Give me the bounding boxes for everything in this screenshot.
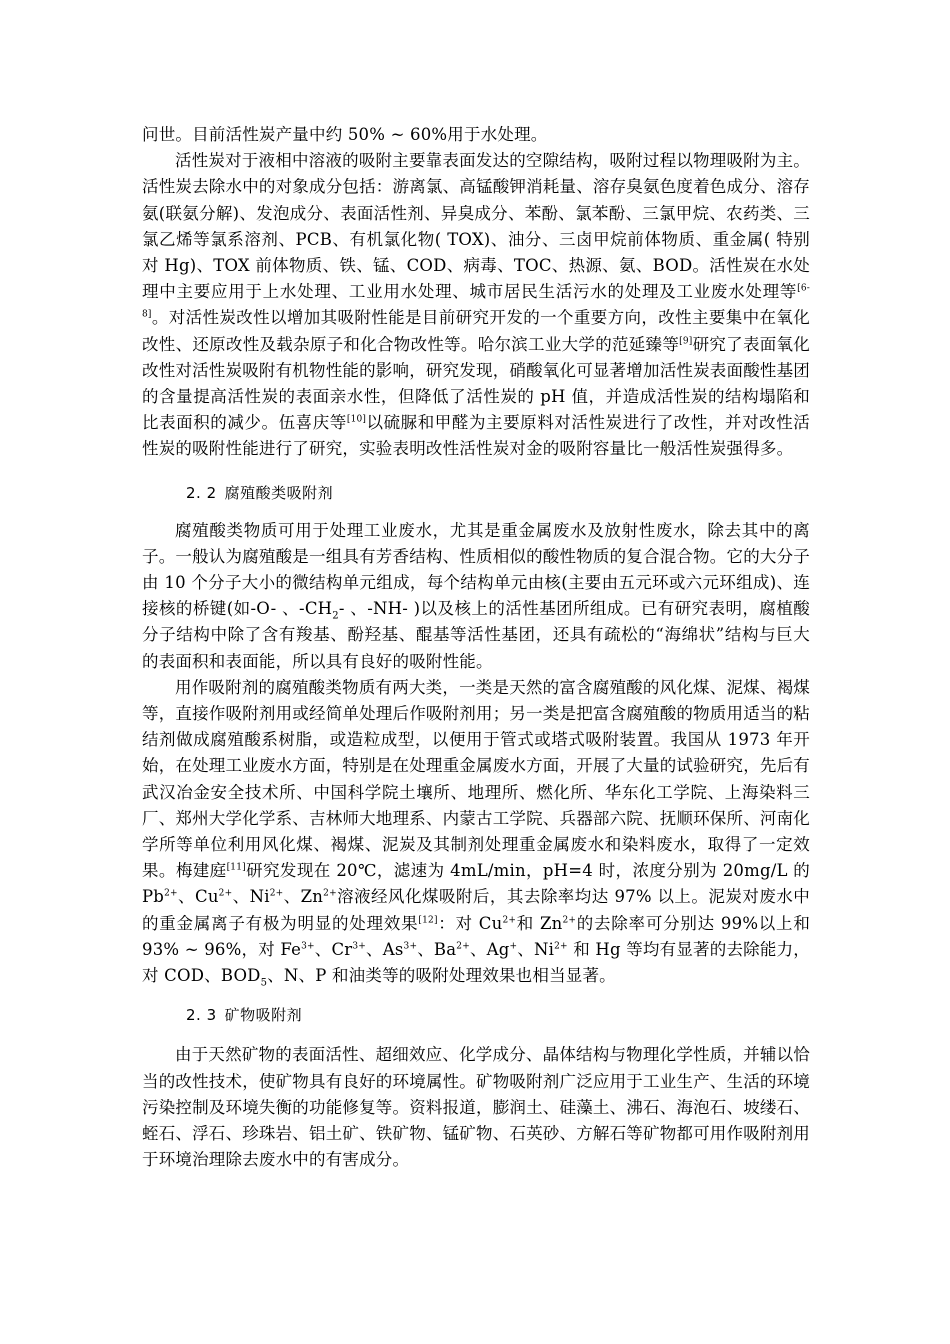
section-number: 2. 3	[186, 1006, 217, 1025]
ion-charge: 2+	[554, 941, 568, 952]
ion-charge: 2+	[218, 888, 233, 899]
subscript: 2	[332, 610, 339, 622]
citation-ref: [9]	[679, 336, 693, 347]
ion-charge: 3+	[301, 941, 315, 952]
paragraph-text: 研究发现在 20℃，滤速为 4mL/min，pH=4 时，浓度分别为 20mg/L 的 Pb	[142, 861, 811, 907]
citation-ref: [11]	[226, 862, 246, 873]
ion-charge: 2+	[269, 888, 284, 899]
paragraph-text: 研究了表面氧化改性对活性炭吸附有机物性能的影响，研究发现，硝酸氧化可显著增加活性炭表面酸性基团的含量提高活性炭的表面亲水性，但降低了活性炭的 pH 值，并造成活性炭的结构塌陷和比表面积的减少。伍喜庆等	[142, 334, 810, 433]
subscript: 5	[260, 977, 268, 989]
citation-ref: [10]	[346, 414, 367, 425]
paragraph-text: 、Ni	[517, 939, 555, 959]
section-title: 矿物吸附剂	[224, 1006, 303, 1025]
paragraph-humic-acid-uses	[142, 675, 810, 989]
paragraph-text: 和 Zn	[516, 913, 563, 933]
paragraph-text: 、Ba	[417, 939, 457, 959]
section-number: 2. 2	[186, 483, 217, 502]
paragraph-text: 、Ni	[232, 887, 270, 907]
paragraph-text: 由于天然矿物的表面活性、超细效应、化学成分、晶体结构与物理化学性质，并辅以恰当的改性技术，使矿物具有良好的环境属性。矿物吸附剂广泛应用于工业生产、生活的环境污染控制及环境失衡的功能修复等。资料报道，膨润土、硅藻土、沸石、海泡石、坡缕石、蛭石、浮石、珍珠岩、铝土矿、铁矿物、锰矿物、石英砂、方解石等矿物都可用作吸附剂用于环境治理除去废水中的有害成分。	[142, 1045, 810, 1170]
ion-charge: 2+	[164, 888, 178, 899]
paragraph-text: 、As	[366, 939, 404, 959]
paragraph-text: ：对 Cu	[437, 913, 503, 933]
section-heading-humic-acid	[142, 480, 810, 506]
paragraph-text: 腐殖酸类物质可用于处理工业废水，尤其是重金属废水及放射性废水，除去其中的离子。一般认为腐殖酸是一组具有芳香结构、性质相似的酸性物质的复合混合物。它的大分子由 10 个分子大小的微结构单元组成，每个结构单元由核(主要由五元环或六元环组成)、连接核的桥键(如-O- 、-CH	[142, 520, 810, 619]
paragraph-text: 、N、P 和油类等的吸附处理效果也相当显著。	[267, 966, 616, 986]
ion-charge: +	[509, 941, 518, 952]
citation-ref: [12]	[418, 915, 438, 926]
paragraph-text: 问世。目前活性炭产量中约 50% ~ 60%用于水处理。	[142, 125, 548, 144]
paragraph-text: 用作吸附剂的腐殖酸类物质有两大类，一类是天然的富含腐殖酸的风化煤、泥煤、褐煤等，直接作吸附剂用或经简单处理后作吸附剂用；另一类是把富含腐殖酸的物质用适当的粘结剂做成腐殖酸系树脂，或造粒成型，以便用于管式或塔式吸附装置。我国从 1973 年开始，在处理工业废水方面，特别是在处理重金属废水方面，开展了大量的试验研究，先后有武汉冶金安全技术所、中国科学院土壤所、地理所、燃化所、华东化工学院、上海染料三厂、郑州大学化学系、吉林师大地理系、内蒙古工学院、兵器部六院、抚顺环保所、河南化学所等单位利用风化煤、褐煤、泥炭及其制剂处理重金属废水和染料废水，取得了一定效果。梅建庭	[142, 677, 810, 881]
citation-ref: [6-8]	[142, 283, 810, 320]
paragraph-text: - 、-NH- )以及核上的活性基团所组成。已有研究表明，腐植酸分子结构中除了含有羧基、酚羟基、醌基等活性基团，还具有疏松的“海绵状”结构与巨大的表面积和表面能，所以具有良好的吸附性能。	[142, 599, 810, 671]
paragraph-text: 、Zn	[283, 887, 324, 907]
paragraph-activated-carbon	[142, 148, 810, 462]
paragraph-humic-acid-intro	[142, 518, 810, 675]
ion-charge: 3+	[352, 941, 367, 952]
paragraph-text: 、Cr	[314, 939, 353, 959]
ion-charge: 2+	[323, 888, 337, 899]
paragraph-text: 、Ag	[469, 939, 510, 959]
paragraph-mineral-adsorbent	[142, 1042, 810, 1173]
section-title: 腐殖酸类吸附剂	[224, 483, 334, 502]
paragraph-text: 。对活性炭改性以增加其吸附性能是目前研究开发的一个重要方向，改性主要集中在氧化改性、还原改性及载杂原子和化合物改性等。哈尔滨工业大学的范延臻等	[142, 308, 810, 354]
document-body	[142, 122, 810, 1173]
section-heading-mineral	[142, 1002, 810, 1028]
paragraph-text: 、Cu	[177, 887, 219, 907]
paragraph-text: 的去除率可分别达 99%以上和 93% ~ 96%，对 Fe	[142, 913, 811, 959]
ion-charge: 2+	[502, 915, 517, 926]
paragraph-text: 溶液经风化煤吸附后，其去除率均达 97% 以上。泥炭对废水中的重金属离子有极为明显的处理效果	[142, 887, 810, 933]
paragraph-text: 活性炭对于液相中溶液的吸附主要靠表面发达的空隙结构，吸附过程以物理吸附为主。活性炭去除水中的对象成分包括：游离氯、高锰酸钾消耗量、溶存臭氨色度着色成分、溶存氨(联氨分解)、发泡成分、表面活性剂、异臭成分、苯酚、氯苯酚、三氯甲烷、农药类、三氯乙烯等氯系溶剂、PCB、有机氯化物( TOX)、油分、三卤甲烷前体物质、重金属( 特别对 Hg)、TOX 前体物质、铁、锰、COD、病毒、TOC、热源、氨、BOD。活性炭在水处理中主要应用于上水处理、工业用水处理、城市居民生活污水的处理及工业废水处理等	[142, 151, 810, 302]
paragraph-text: 和 Hg 等均有显著的去除能力，对 COD、BOD	[142, 939, 810, 986]
ion-charge: 2+	[562, 915, 577, 926]
ion-charge: 3+	[403, 941, 418, 952]
ion-charge: 2+	[456, 941, 470, 952]
paragraph-continued	[142, 122, 810, 148]
paragraph-text: 以硫脲和甲醛为主要原料对活性炭进行了改性，并对改性活性炭的吸附性能进行了研究，实验表明改性活性炭对金的吸附容量比一般活性炭强得多。	[142, 413, 810, 459]
